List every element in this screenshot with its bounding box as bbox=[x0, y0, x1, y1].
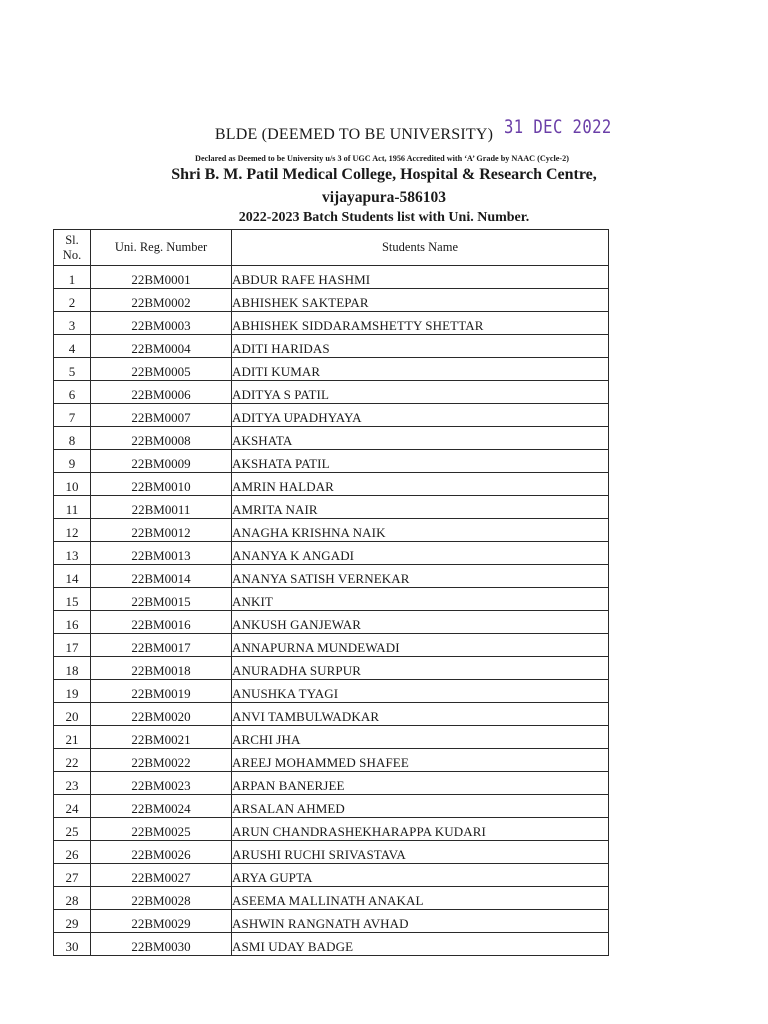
table-row bbox=[54, 749, 609, 772]
reg-number-cell: 22BM0006 bbox=[91, 381, 232, 404]
sl-no-cell: 16 bbox=[54, 611, 91, 634]
reg-number-cell: 22BM0014 bbox=[91, 565, 232, 588]
reg-number-cell: 22BM0003 bbox=[91, 312, 232, 335]
reg-number-cell: 22BM0009 bbox=[91, 450, 232, 473]
student-name-cell: ARUN CHANDRASHEKHARAPPA KUDARI bbox=[232, 818, 609, 841]
student-name-cell: ADITYA UPADHYAYA bbox=[232, 404, 609, 427]
students-table bbox=[53, 229, 609, 956]
reg-number-cell: 22BM0025 bbox=[91, 818, 232, 841]
sl-no-cell: 29 bbox=[54, 910, 91, 933]
reg-number-cell: 22BM0004 bbox=[91, 335, 232, 358]
student-name-cell: ADITI KUMAR bbox=[232, 358, 609, 381]
table-row bbox=[54, 473, 609, 496]
reg-number-cell: 22BM0029 bbox=[91, 910, 232, 933]
university-name: BLDE (DEEMED TO BE UNIVERSITY) bbox=[214, 126, 494, 143]
sl-no-cell: 13 bbox=[54, 542, 91, 565]
student-name-cell: ARUSHI RUCHI SRIVASTAVA bbox=[232, 841, 609, 864]
header-student-name: Students Name bbox=[232, 230, 609, 266]
student-name-cell: ABHISHEK SAKTEPAR bbox=[232, 289, 609, 312]
header-sl: Sl. bbox=[65, 232, 79, 247]
sl-no-cell: 17 bbox=[54, 634, 91, 657]
student-name-cell: AKSHATA PATIL bbox=[232, 450, 609, 473]
table-row bbox=[54, 496, 609, 519]
table-row bbox=[54, 910, 609, 933]
student-name-cell: ASHWIN RANGNATH AVHAD bbox=[232, 910, 609, 933]
student-name-cell: ANANYA K ANGADI bbox=[232, 542, 609, 565]
table-row bbox=[54, 542, 609, 565]
header-sl-no bbox=[54, 230, 91, 266]
sl-no-cell: 20 bbox=[54, 703, 91, 726]
sl-no-cell: 4 bbox=[54, 335, 91, 358]
table-row bbox=[54, 588, 609, 611]
reg-number-cell: 22BM0026 bbox=[91, 841, 232, 864]
table-row bbox=[54, 680, 609, 703]
sl-no-cell: 15 bbox=[54, 588, 91, 611]
sl-no-cell: 5 bbox=[54, 358, 91, 381]
student-name-cell: AMRIN HALDAR bbox=[232, 473, 609, 496]
student-name-cell: ARCHI JHA bbox=[232, 726, 609, 749]
sl-no-cell: 28 bbox=[54, 887, 91, 910]
table-row bbox=[54, 657, 609, 680]
student-name-cell: ADITI HARIDAS bbox=[232, 335, 609, 358]
table-row bbox=[54, 611, 609, 634]
student-name-cell: ANKIT bbox=[232, 588, 609, 611]
reg-number-cell: 22BM0018 bbox=[91, 657, 232, 680]
table-row bbox=[54, 404, 609, 427]
reg-number-cell: 22BM0008 bbox=[91, 427, 232, 450]
university-title bbox=[0, 126, 768, 144]
students-table-body bbox=[54, 266, 609, 956]
sl-no-cell: 27 bbox=[54, 864, 91, 887]
table-row bbox=[54, 726, 609, 749]
sl-no-cell: 2 bbox=[54, 289, 91, 312]
sl-no-cell: 3 bbox=[54, 312, 91, 335]
sl-no-cell: 18 bbox=[54, 657, 91, 680]
reg-number-cell: 22BM0027 bbox=[91, 864, 232, 887]
sl-no-cell: 24 bbox=[54, 795, 91, 818]
reg-number-cell: 22BM0001 bbox=[91, 266, 232, 289]
table-row bbox=[54, 312, 609, 335]
table-row bbox=[54, 519, 609, 542]
sl-no-cell: 26 bbox=[54, 841, 91, 864]
student-name-cell: ANURADHA SURPUR bbox=[232, 657, 609, 680]
reg-number-cell: 22BM0021 bbox=[91, 726, 232, 749]
sl-no-cell: 7 bbox=[54, 404, 91, 427]
accreditation-note: Declared as Deemed to be University u/s 3 of UGC Act, 1956 Accredited with ‘A’ Grade by NAAC (Cycle-2) bbox=[195, 154, 569, 163]
college-city: vijayapura-586103 bbox=[322, 189, 446, 206]
table-row bbox=[54, 266, 609, 289]
student-name-cell: ABDUR RAFE HASHMI bbox=[232, 266, 609, 289]
college-name: Shri B. M. Patil Medical College, Hospital & Research Centre, bbox=[171, 166, 597, 183]
sl-no-cell: 8 bbox=[54, 427, 91, 450]
student-name-cell: ARPAN BANERJEE bbox=[232, 772, 609, 795]
table-row bbox=[54, 933, 609, 956]
reg-number-cell: 22BM0007 bbox=[91, 404, 232, 427]
table-row bbox=[54, 634, 609, 657]
student-name-cell: ANKUSH GANJEWAR bbox=[232, 611, 609, 634]
reg-number-cell: 22BM0015 bbox=[91, 588, 232, 611]
sl-no-cell: 23 bbox=[54, 772, 91, 795]
table-row bbox=[54, 818, 609, 841]
sl-no-cell: 25 bbox=[54, 818, 91, 841]
reg-number-cell: 22BM0022 bbox=[91, 749, 232, 772]
table-row bbox=[54, 289, 609, 312]
sl-no-cell: 12 bbox=[54, 519, 91, 542]
sl-no-cell: 9 bbox=[54, 450, 91, 473]
table-header-row bbox=[54, 230, 609, 266]
header-no: No. bbox=[62, 247, 82, 262]
table-row bbox=[54, 864, 609, 887]
batch-list-title: 2022-2023 Batch Students list with Uni. Number. bbox=[238, 210, 530, 225]
student-name-cell: ARYA GUPTA bbox=[232, 864, 609, 887]
reg-number-cell: 22BM0028 bbox=[91, 887, 232, 910]
table-row bbox=[54, 841, 609, 864]
reg-number-cell: 22BM0005 bbox=[91, 358, 232, 381]
sl-no-cell: 30 bbox=[54, 933, 91, 956]
reg-number-cell: 22BM0013 bbox=[91, 542, 232, 565]
table-row bbox=[54, 565, 609, 588]
sl-no-cell: 1 bbox=[54, 266, 91, 289]
table-row bbox=[54, 887, 609, 910]
student-name-cell: ANNAPURNA MUNDEWADI bbox=[232, 634, 609, 657]
sl-no-cell: 19 bbox=[54, 680, 91, 703]
student-name-cell: ABHISHEK SIDDARAMSHETTY SHETTAR bbox=[232, 312, 609, 335]
student-name-cell: ASMI UDAY BADGE bbox=[232, 933, 609, 956]
table-row bbox=[54, 381, 609, 404]
student-name-cell: ANAGHA KRISHNA NAIK bbox=[232, 519, 609, 542]
reg-number-cell: 22BM0019 bbox=[91, 680, 232, 703]
reg-number-cell: 22BM0002 bbox=[91, 289, 232, 312]
student-name-cell: AREEJ MOHAMMED SHAFEE bbox=[232, 749, 609, 772]
header-reg-number: Uni. Reg. Number bbox=[91, 230, 232, 266]
table-row bbox=[54, 358, 609, 381]
student-name-cell: ASEEMA MALLINATH ANAKAL bbox=[232, 887, 609, 910]
sl-no-cell: 6 bbox=[54, 381, 91, 404]
reg-number-cell: 22BM0023 bbox=[91, 772, 232, 795]
sl-no-cell: 21 bbox=[54, 726, 91, 749]
student-name-cell: ANUSHKA TYAGI bbox=[232, 680, 609, 703]
table-row bbox=[54, 703, 609, 726]
sl-no-cell: 22 bbox=[54, 749, 91, 772]
reg-number-cell: 22BM0017 bbox=[91, 634, 232, 657]
sl-no-cell: 11 bbox=[54, 496, 91, 519]
sl-no-cell: 14 bbox=[54, 565, 91, 588]
table-row bbox=[54, 450, 609, 473]
student-name-cell: AKSHATA bbox=[232, 427, 609, 450]
table-row bbox=[54, 795, 609, 818]
student-name-cell: ANANYA SATISH VERNEKAR bbox=[232, 565, 609, 588]
reg-number-cell: 22BM0010 bbox=[91, 473, 232, 496]
table-row bbox=[54, 427, 609, 450]
date-stamp: 31 DEC 2022 bbox=[504, 116, 612, 138]
reg-number-cell: 22BM0012 bbox=[91, 519, 232, 542]
reg-number-cell: 22BM0016 bbox=[91, 611, 232, 634]
reg-number-cell: 22BM0020 bbox=[91, 703, 232, 726]
sl-no-cell: 10 bbox=[54, 473, 91, 496]
reg-number-cell: 22BM0011 bbox=[91, 496, 232, 519]
reg-number-cell: 22BM0024 bbox=[91, 795, 232, 818]
student-name-cell: AMRITA NAIR bbox=[232, 496, 609, 519]
reg-number-cell: 22BM0030 bbox=[91, 933, 232, 956]
student-name-cell: ARSALAN AHMED bbox=[232, 795, 609, 818]
student-name-cell: ADITYA S PATIL bbox=[232, 381, 609, 404]
student-name-cell: ANVI TAMBULWADKAR bbox=[232, 703, 609, 726]
table-row bbox=[54, 335, 609, 358]
table-row bbox=[54, 772, 609, 795]
